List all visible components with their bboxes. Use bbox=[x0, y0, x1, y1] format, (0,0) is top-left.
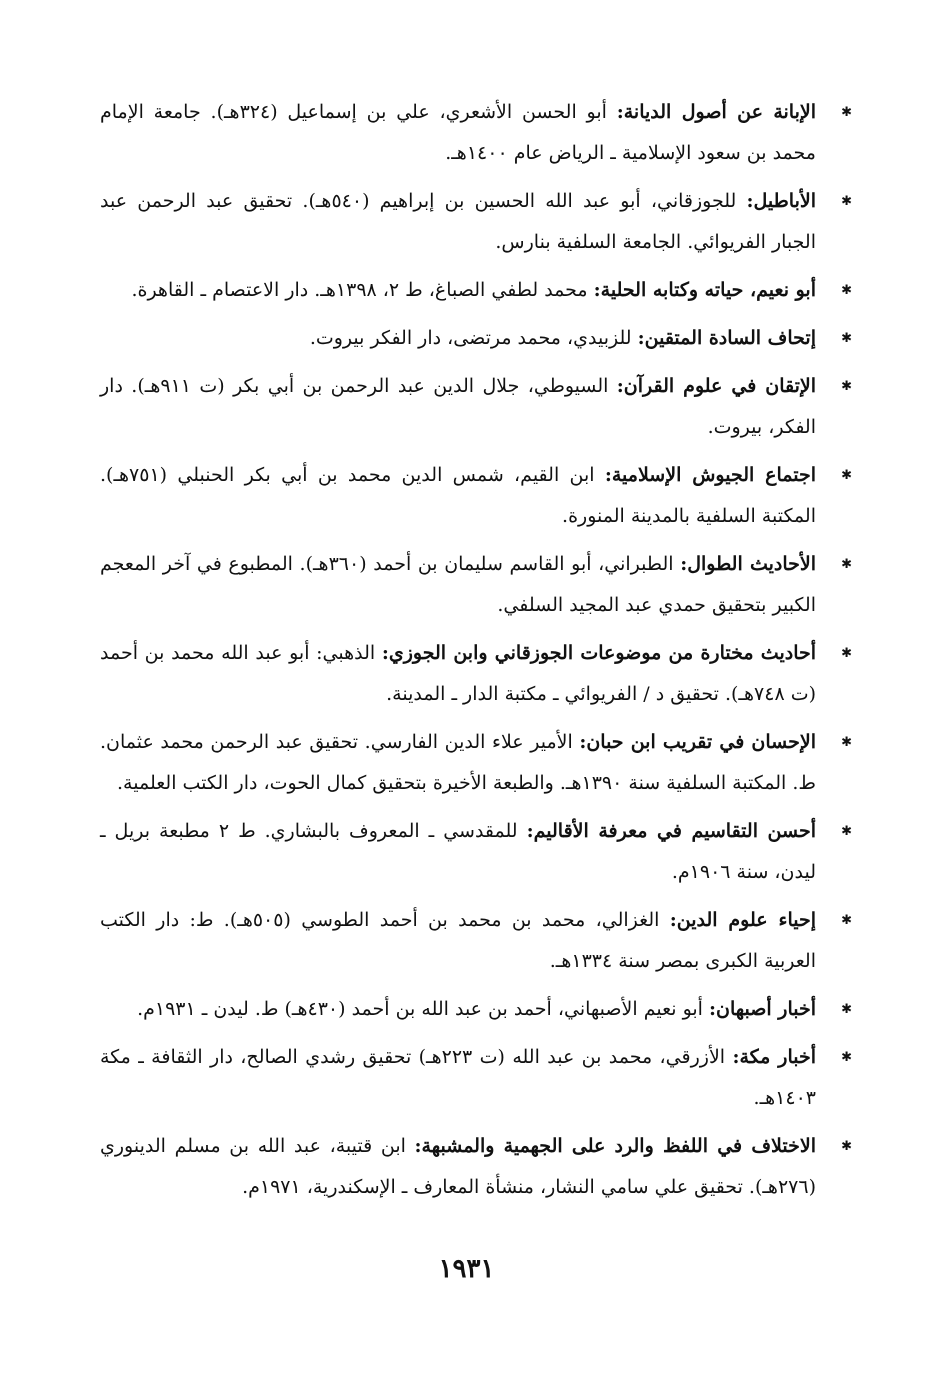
entry-title: أخبار مكة: bbox=[732, 1046, 816, 1068]
entry-text: الطبراني، أبو القاسم سليمان بن أحمد (٣٦٠هـ). المطبوع في آخر المعجم الكبير بتحقيق حمدي عبد المجيد السلفي. bbox=[100, 553, 816, 616]
entry-title: أخبار أصبهان: bbox=[709, 998, 816, 1020]
entry-text: ابن القيم، شمس الدين محمد بن أبي بكر الحنبلي (٧٥١هـ). المكتبة السلفية بالمدينة المنورة. bbox=[100, 464, 816, 527]
asterisk-bullet-icon: ✱ bbox=[841, 105, 852, 120]
asterisk-bullet-icon: ✱ bbox=[841, 913, 852, 928]
entry-text: محمد لطفي الصباغ، ط ٢، ١٣٩٨هـ. دار الاعتصام ـ القاهرة. bbox=[131, 279, 588, 301]
asterisk-bullet-icon: ✱ bbox=[841, 735, 852, 750]
asterisk-bullet-icon: ✱ bbox=[841, 379, 852, 394]
list-item bbox=[100, 633, 852, 715]
asterisk-bullet-icon: ✱ bbox=[841, 1139, 852, 1154]
entry-title: اجتماع الجيوش الإسلامية: bbox=[604, 464, 817, 486]
asterisk-bullet-icon: ✱ bbox=[841, 331, 852, 346]
entry-title: الأباطيل: bbox=[746, 190, 816, 212]
list-item bbox=[100, 270, 852, 311]
entry-title: الإحسان في تقريب ابن حبان: bbox=[579, 731, 816, 753]
bibliography-list bbox=[100, 92, 852, 1215]
asterisk-bullet-icon: ✱ bbox=[841, 1050, 852, 1065]
list-item bbox=[100, 989, 852, 1030]
entry-title: إحياء علوم الدين: bbox=[669, 909, 817, 931]
list-item bbox=[100, 1126, 852, 1208]
entry-title: أبو نعيم، حياته وكتابه الحلية: bbox=[593, 279, 816, 301]
list-item bbox=[100, 366, 852, 448]
entry-title: الإتقان في علوم القرآن: bbox=[616, 375, 816, 397]
entry-text: الأزرقي، محمد بن عبد الله (ت ٢٢٣هـ) تحقيق رشدي الصالح، دار الثقافة ـ مكة ١٤٠٣هـ. bbox=[100, 1046, 816, 1109]
asterisk-bullet-icon: ✱ bbox=[841, 1002, 852, 1017]
entry-text: الذهبي: أبو عبد الله محمد بن أحمد (ت ٧٤٨هـ). تحقيق د / الفريوائي ـ مكتبة الدار ـ المدينة. bbox=[100, 642, 816, 705]
entry-text: للزبيدي، محمد مرتضى، دار الفكر بيروت. bbox=[309, 327, 632, 349]
list-item bbox=[100, 92, 852, 174]
asterisk-bullet-icon: ✱ bbox=[841, 646, 852, 661]
list-item bbox=[100, 811, 852, 893]
entry-text: للجوزقاني، أبو عبد الله الحسين بن إبراهيم (٥٤٠هـ). تحقيق عبد الرحمن عبد الجبار الفريوائي. الجامعة السلفية بنارس. bbox=[100, 190, 816, 253]
list-item bbox=[100, 722, 852, 804]
entry-text: أبو نعيم الأصبهاني، أحمد بن عبد الله بن أحمد (٤٣٠هـ) ط. ليدن ـ ١٩٣١م. bbox=[137, 998, 703, 1020]
entry-text: الغزالي، محمد بن محمد بن أحمد الطوسي (٥٠٥هـ). ط: دار الكتب العربية الكبرى بمصر سنة ١٣٣٤هـ. bbox=[100, 909, 816, 972]
entry-text: أبو الحسن الأشعري، علي بن إسماعيل (٣٢٤هـ). جامعة الإمام محمد بن سعود الإسلامية ـ الرياض عام ١٤٠٠هـ. bbox=[100, 101, 816, 164]
asterisk-bullet-icon: ✱ bbox=[841, 283, 852, 298]
list-item bbox=[100, 544, 852, 626]
entry-title: أحسن التقاسيم في معرفة الأقاليم: bbox=[526, 820, 816, 842]
list-item bbox=[100, 181, 852, 263]
entry-text: ابن قتيبة، عبد الله بن مسلم الدينوري (٢٧٦هـ). تحقيق علي سامي النشار، منشأة المعارف ـ الإسكندرية، ١٩٧١م. bbox=[100, 1135, 816, 1198]
list-item bbox=[100, 455, 852, 537]
asterisk-bullet-icon: ✱ bbox=[841, 557, 852, 572]
list-item bbox=[100, 900, 852, 982]
entry-text: للمقدسي ـ المعروف بالبشاري. ط ٢ مطبعة بريل ـ ليدن، سنة ١٩٠٦م. bbox=[100, 820, 816, 883]
entry-text: الأمير علاء الدين الفارسي. تحقيق عبد الرحمن محمد عثمان. ط. المكتبة السلفية سنة ١٣٩٠هـ. والطبعة الأخيرة بتحقيق كمال الحوت، دار الكتب العلمية. bbox=[100, 731, 816, 794]
page-number: ١٩٣١ bbox=[438, 1254, 495, 1284]
list-item bbox=[100, 318, 852, 359]
entry-title: الإبانة عن أصول الديانة: bbox=[616, 101, 816, 123]
asterisk-bullet-icon: ✱ bbox=[841, 194, 852, 209]
entry-text: السيوطي، جلال الدين عبد الرحمن بن أبي بكر (ت ٩١١هـ). دار الفكر، بيروت. bbox=[100, 375, 816, 438]
entry-title: الأحاديث الطوال: bbox=[680, 553, 817, 575]
entry-title: إتحاف السادة المتقين: bbox=[637, 327, 816, 349]
list-item bbox=[100, 1037, 852, 1119]
entry-title: الاختلاف في اللفظ والرد على الجهمية والمشبهة: bbox=[414, 1135, 816, 1157]
entry-title: أحاديث مختارة من موضوعات الجوزقاني وابن الجوزي: bbox=[381, 642, 817, 664]
asterisk-bullet-icon: ✱ bbox=[841, 468, 852, 483]
asterisk-bullet-icon: ✱ bbox=[841, 824, 852, 839]
